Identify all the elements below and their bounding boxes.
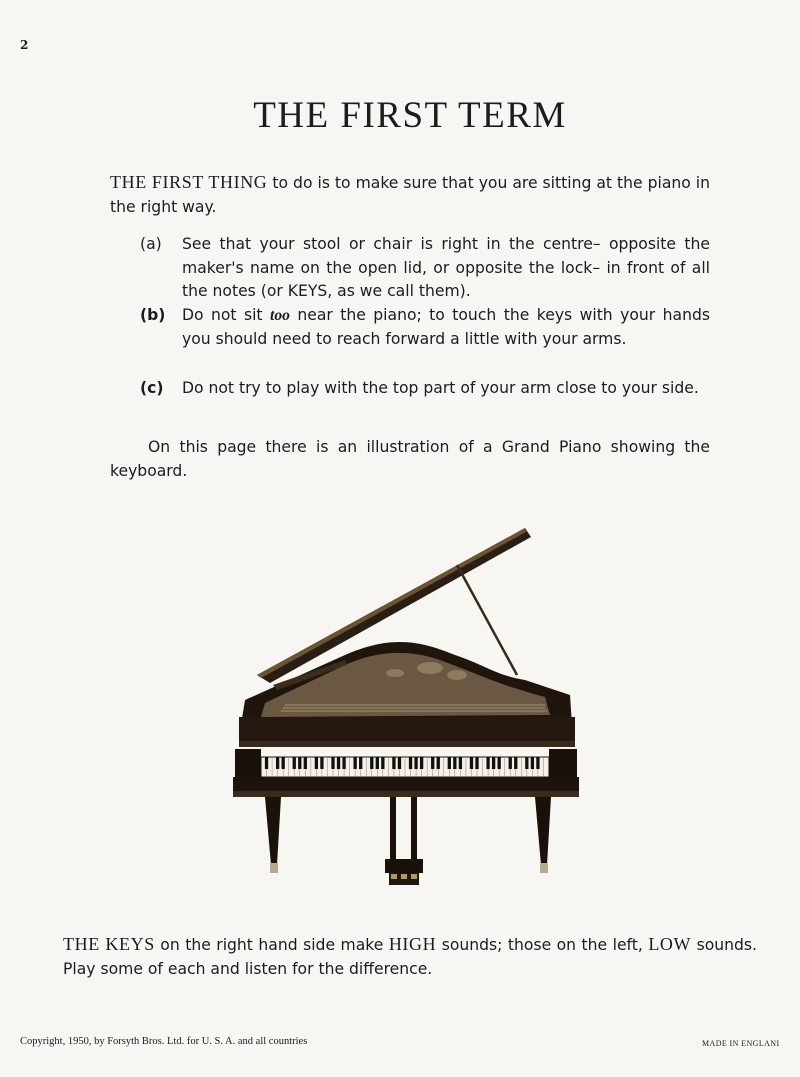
list-marker-b: (b) <box>140 306 166 324</box>
keyword-high: HIGH <box>388 934 437 954</box>
intro-paragraph <box>110 171 710 219</box>
list-item-c <box>140 377 710 401</box>
list-marker-a: (a) <box>140 235 162 253</box>
emphasis-too: too <box>269 307 290 324</box>
keyword-low: LOW <box>648 934 692 954</box>
grand-piano-illustration <box>225 525 585 895</box>
keys-lead: THE KEYS <box>63 934 155 954</box>
list-text-a: See that your stool or chair is right in the centre– opposite the maker's name on the open lid, or opposite the lock– in front of all the notes (or KEYS, as we call them). <box>182 235 710 300</box>
keys-paragraph: THE KEYS on the right hand side make HIGH sounds; those on the left, LOW sounds. Play some of each and listen for the difference. <box>63 934 757 978</box>
list-item-b <box>140 304 710 351</box>
list-marker-c: (c) <box>140 379 164 397</box>
page-number: 2 <box>20 38 29 52</box>
list-text-c: Do not try to play with the top part of your arm close to your side. <box>182 379 699 397</box>
intro-lead: THE FIRST THING <box>110 172 268 192</box>
piano-paragraph: On this page there is an illustration of a Grand Piano showing the keyboard. <box>110 438 710 480</box>
list-text-b: Do not sit too near the piano; to touch the keys with your hands you should need to reach forward a little with your arms. <box>182 306 710 348</box>
list-item-a <box>140 233 710 304</box>
copyright-notice: Copyright, 1950, by Forsyth Bros. Ltd. for U. S. A. and all countries <box>20 1036 308 1047</box>
intro-text: to do is to make sure that you are sitting at the piano in the right way. <box>110 174 711 216</box>
page-title: THE FIRST TERM <box>253 95 567 136</box>
made-in-notice: MADE IN ENGLANI <box>702 1039 780 1048</box>
